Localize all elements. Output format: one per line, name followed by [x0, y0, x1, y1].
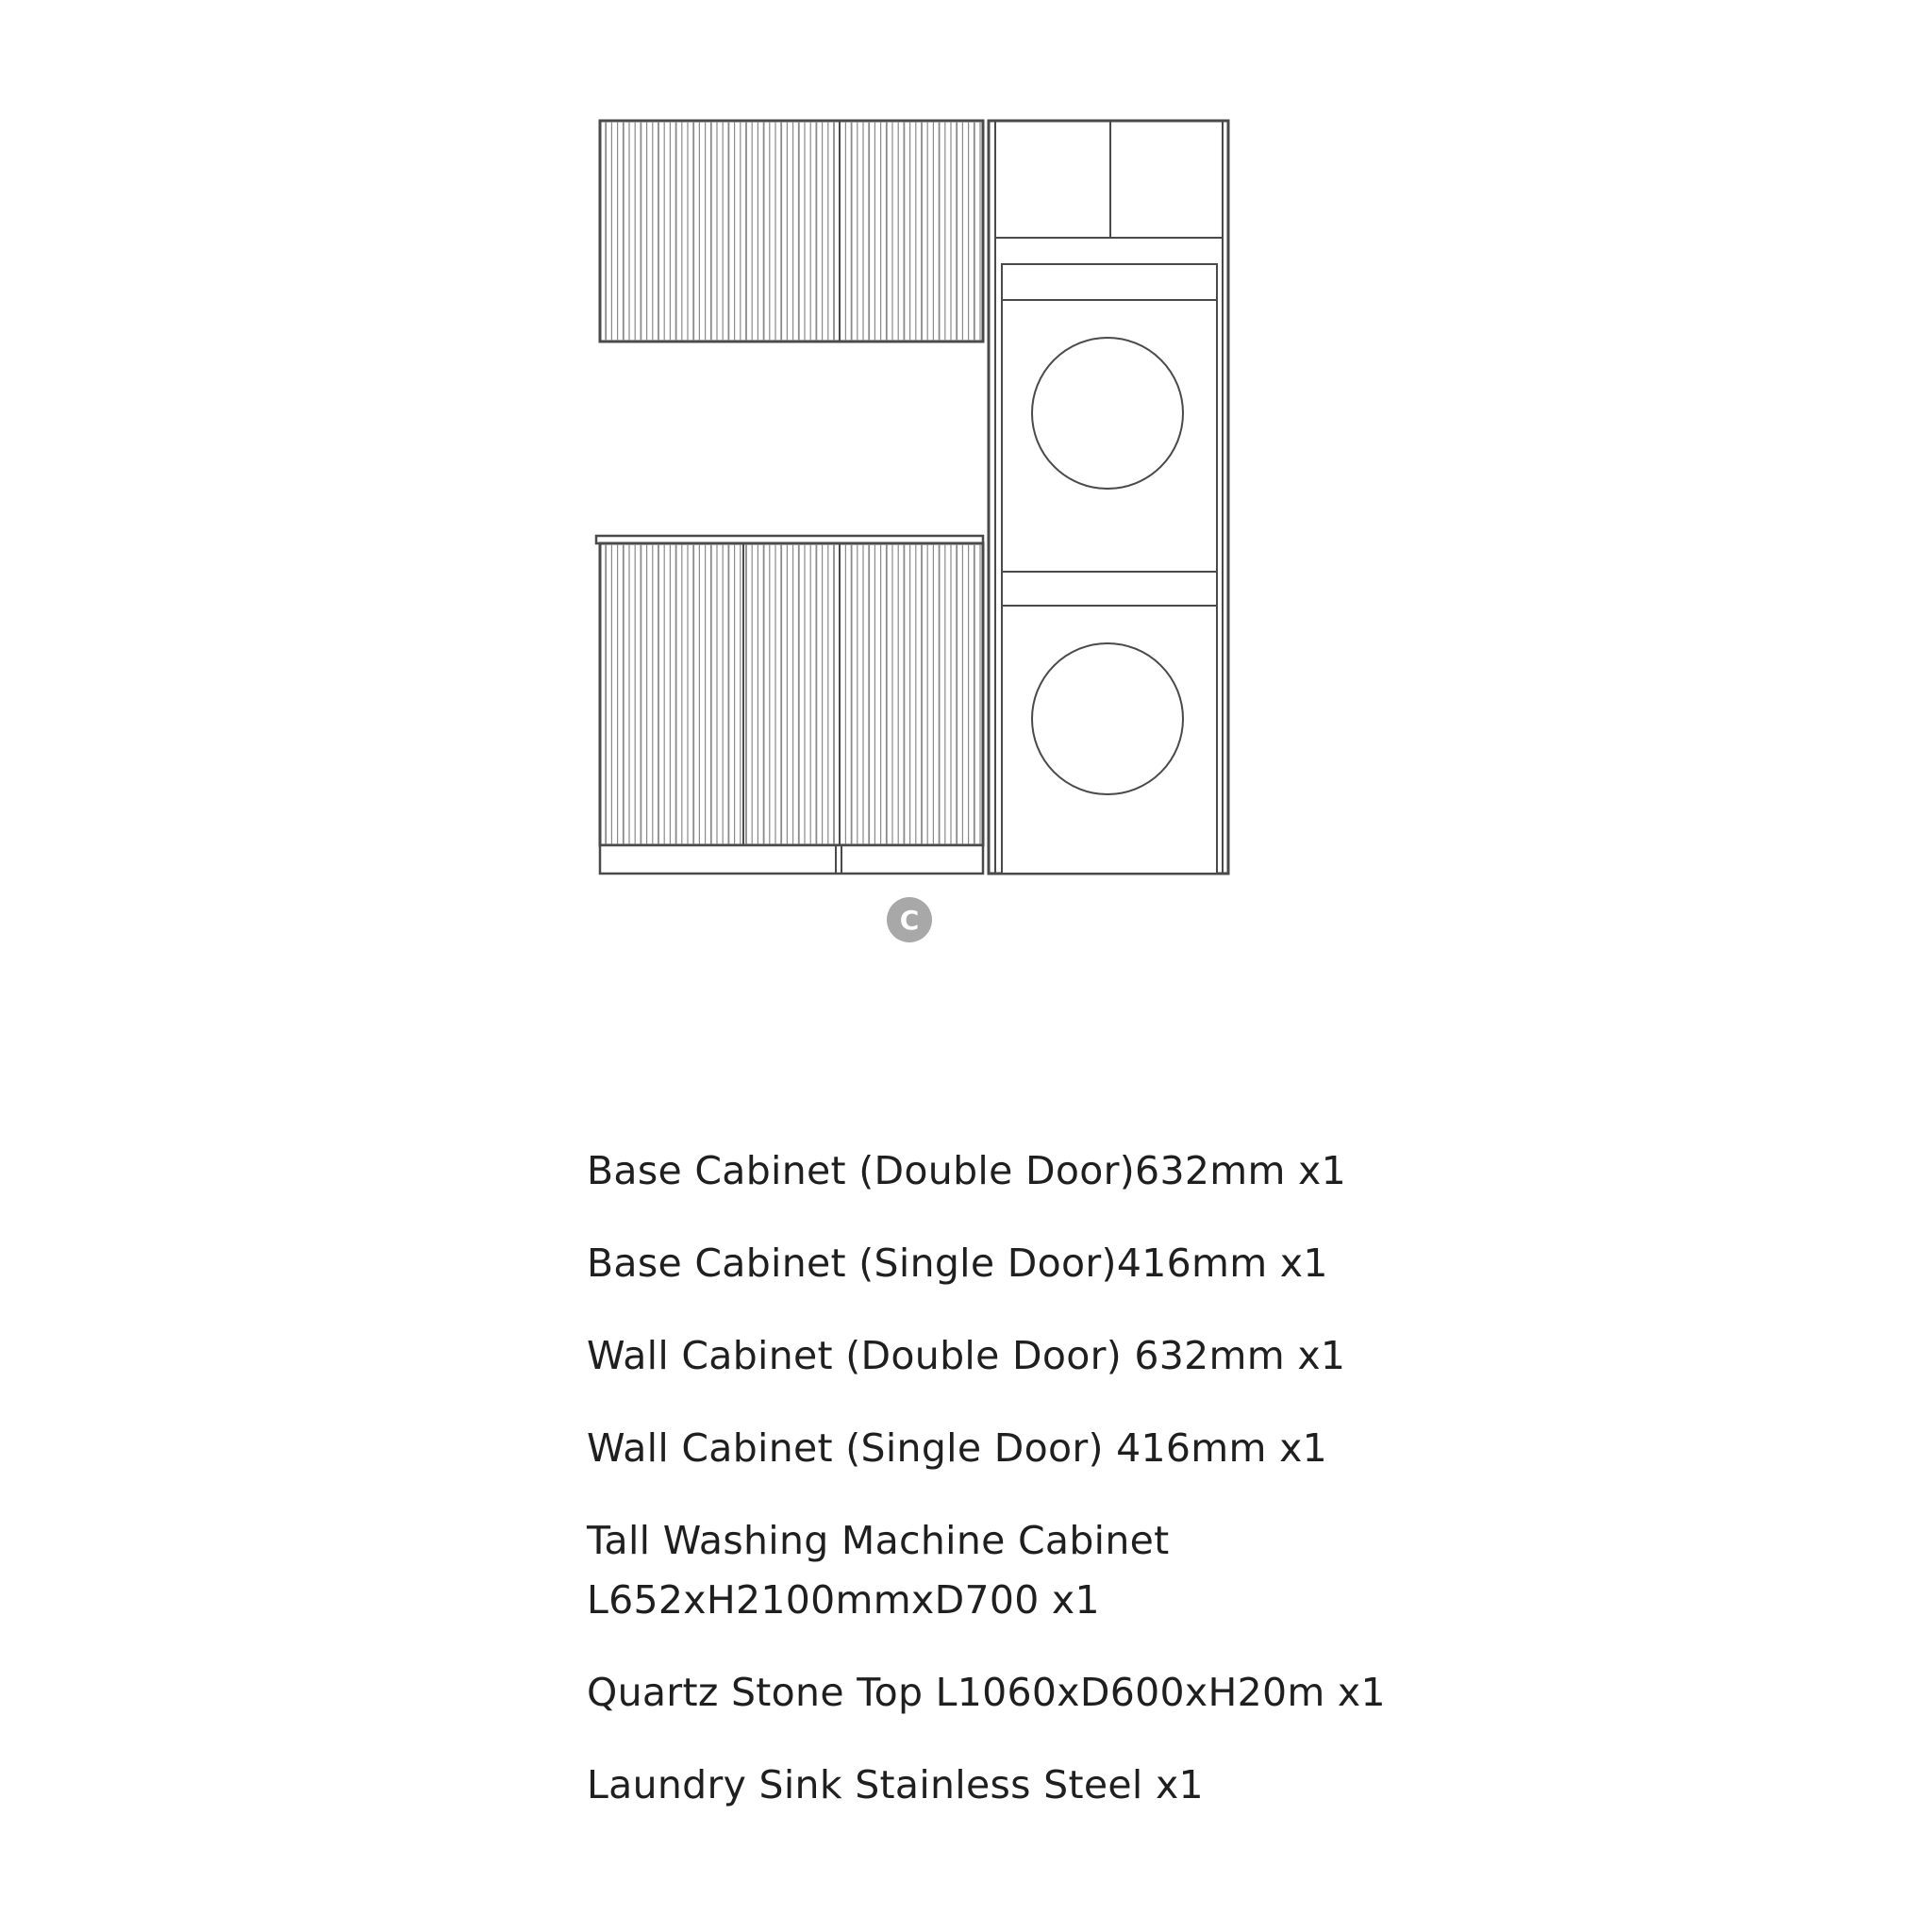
spec-item-base-double: Base Cabinet (Double Door)632mm x1	[587, 1148, 1346, 1193]
washer-door	[1032, 643, 1183, 794]
badge-letter: C	[899, 905, 920, 936]
specification-list	[587, 1141, 1530, 1848]
tall-washing-machine-cabinet	[989, 121, 1228, 874]
base-cabinet-kickboard	[600, 845, 983, 874]
spec-item-wall-double: Wall Cabinet (Double Door) 632mm x1	[587, 1333, 1346, 1378]
dryer	[1002, 264, 1217, 572]
spec-item-stone-top: Quartz Stone Top L1060xD600xH20m x1	[587, 1670, 1386, 1715]
spec-item-wall-single: Wall Cabinet (Single Door) 416mm x1	[587, 1425, 1328, 1471]
wall-cabinet	[600, 121, 983, 341]
washing-machine	[1002, 572, 1217, 874]
layout-badge	[887, 897, 932, 942]
wall-cabinet-frame	[600, 121, 983, 341]
spec-item-tall-cabinet: Tall Washing Machine Cabinet L652xH2100mmxD700 x1	[587, 1518, 1170, 1623]
dryer-door	[1032, 338, 1183, 489]
spec-item-base-single: Base Cabinet (Single Door)416mm x1	[587, 1241, 1328, 1286]
base-cabinet-frame	[600, 543, 983, 845]
spec-item-sink: Laundry Sink Stainless Steel x1	[587, 1762, 1204, 1807]
base-cabinet	[596, 536, 983, 874]
